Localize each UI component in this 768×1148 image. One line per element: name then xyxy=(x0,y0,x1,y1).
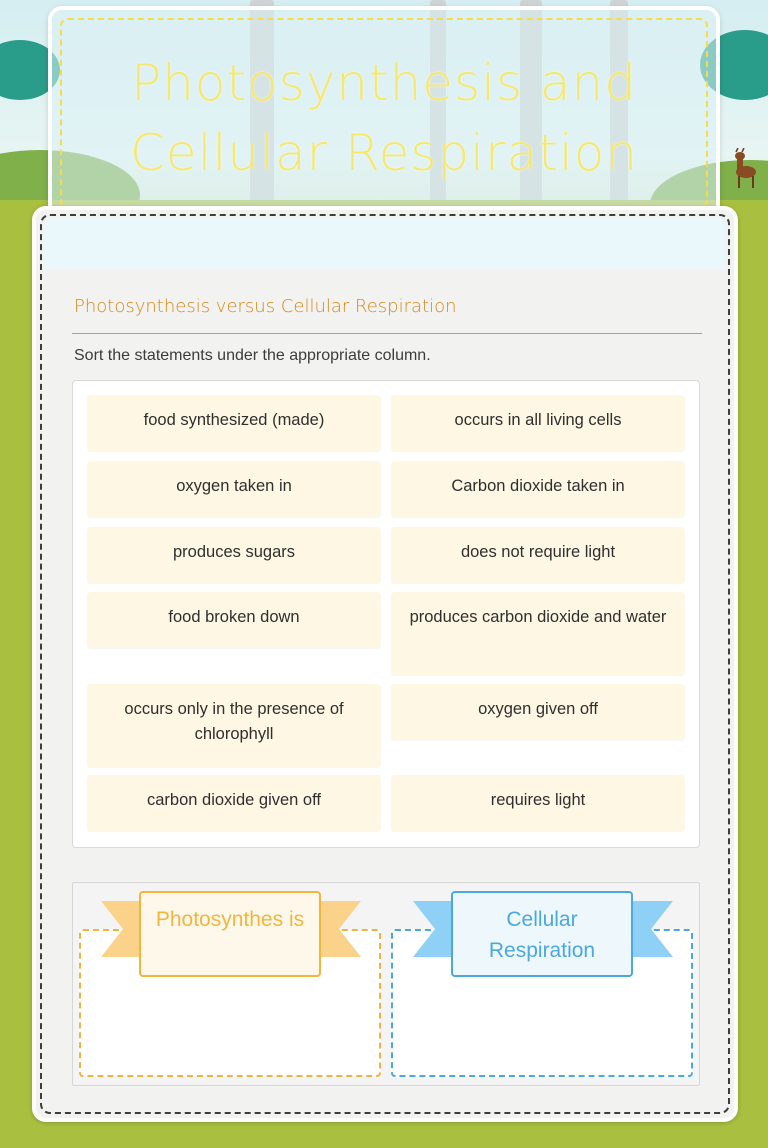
statement-card[interactable]: food broken down xyxy=(87,592,381,648)
category-label-cellular-respiration: Cellular Respiration xyxy=(451,891,633,977)
title-banner xyxy=(48,6,720,220)
statement-card[interactable]: Carbon dioxide taken in xyxy=(391,461,685,517)
statement-card[interactable]: occurs in all living cells xyxy=(391,395,685,451)
statement-card[interactable]: requires light xyxy=(391,775,685,831)
sorting-area xyxy=(72,882,700,1086)
statement-card[interactable]: occurs only in the presence of chlorophyll xyxy=(87,684,381,767)
statement-card[interactable]: food synthesized (made) xyxy=(87,395,381,451)
worksheet-header-strip xyxy=(44,218,726,270)
category-label-photosynthesis: Photosynthes is xyxy=(139,891,321,977)
worksheet-title xyxy=(52,48,716,188)
statement-card[interactable]: oxygen taken in xyxy=(87,461,381,517)
statement-bank xyxy=(72,380,700,848)
statement-card[interactable]: carbon dioxide given off xyxy=(87,775,381,831)
worksheet-panel xyxy=(32,206,738,1122)
statement-card[interactable]: produces sugars xyxy=(87,527,381,583)
statement-card[interactable]: produces carbon dioxide and water xyxy=(391,592,685,675)
title-line-2: Cellular Respiration xyxy=(129,124,639,182)
deer-icon xyxy=(728,148,758,188)
statement-card[interactable]: oxygen given off xyxy=(391,684,685,740)
section-title: Photosynthesis versus Cellular Respiration xyxy=(74,296,457,317)
instruction-text: Sort the statements under the appropriate column. xyxy=(74,347,431,364)
title-line-1: Photosynthesis and xyxy=(131,54,637,112)
statement-card[interactable]: does not require light xyxy=(391,527,685,583)
section-divider xyxy=(72,333,702,334)
